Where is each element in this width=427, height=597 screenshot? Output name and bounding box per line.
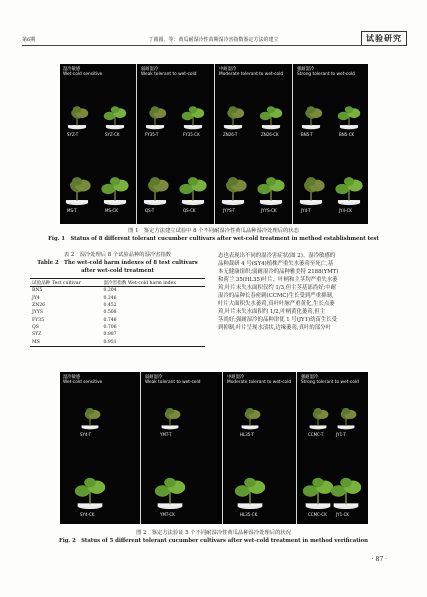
group-tag-cn: 弱耐湿冷 — [145, 375, 163, 380]
seedling-image — [335, 102, 363, 134]
cultivar-cell: FY35 — [32, 317, 45, 323]
group-tag-cn: 中耐湿冷 — [219, 67, 237, 72]
sample-label: SY4-CK — [80, 512, 95, 517]
group-tag-cn: 湿冷敏感 — [63, 67, 81, 72]
sample-label: HL35-T — [240, 432, 254, 437]
seedling-image — [98, 172, 132, 210]
text-line: 态也表现出不同的湿冷害症状(图 2)。湿冷敏感的 — [218, 253, 336, 259]
sample-label: QS-T — [145, 208, 155, 213]
sample-label: ZN26-T — [223, 132, 238, 137]
seedling-image — [157, 404, 183, 434]
seedling-image — [332, 172, 366, 210]
group-tag-cn: 中耐湿冷 — [227, 375, 245, 380]
table-row — [30, 309, 205, 316]
cultivar-cell: SYZ — [32, 332, 42, 338]
group-tag-en: Moderate tolerant to wet-cold — [219, 72, 284, 78]
sample-label: SYZ-CK — [105, 132, 120, 137]
seedling-image — [254, 172, 288, 210]
index-cell: 0.706 — [103, 324, 117, 330]
seedling-image — [77, 404, 103, 434]
sample-label: MS-CK — [105, 208, 118, 213]
seedling-image — [71, 472, 109, 514]
journal-section-logo: 试验研究 — [361, 31, 407, 46]
column-header: 湿冷害指数 Wet-cold harm index — [103, 280, 176, 286]
seedling-image — [231, 472, 269, 514]
figure1-caption-cn: 图 1 鉴定方法建立试验中 8 个不同耐湿冷性黄瓜品种湿冷处理后的状态 — [128, 228, 299, 234]
seedling-image — [333, 404, 359, 434]
text-line: 到抑制,叶片呈现水渍状,边缘萎蔫,真叶的部分叶 — [218, 325, 331, 331]
sample-label: BN5-T — [301, 132, 313, 137]
group-tag-cn: 强耐湿冷 — [301, 375, 319, 380]
group-tag-cn: 弱耐湿冷 — [141, 67, 159, 72]
table-row — [30, 324, 205, 331]
seedling-image — [151, 472, 189, 514]
issue-number: 第6期 — [22, 37, 36, 43]
table-row — [30, 331, 205, 338]
text-line: 湿冷的品种长春密刺(CCMC)生长受到严重抑制, — [218, 293, 334, 299]
running-title: 丁圆圆，等：黄瓜耐湿冷性苗期湿冷害指数鉴定方法的建立 — [148, 37, 279, 43]
index-cell: 0.951 — [103, 339, 117, 345]
sample-label: FY35-T — [145, 132, 159, 137]
index-cell: 0.987 — [103, 332, 117, 338]
page-number: · 87 · — [371, 556, 387, 563]
table-row — [30, 316, 205, 323]
seedling-image — [219, 102, 247, 134]
sample-label: MS-T — [67, 208, 77, 213]
figure1-photo — [60, 64, 368, 224]
figure2-photo — [60, 372, 368, 524]
seedling-image — [237, 404, 263, 434]
band-separator — [296, 372, 297, 524]
index-cell: 0.204 — [103, 288, 117, 294]
cultivar-cell: QS — [32, 324, 39, 330]
seedling-image — [305, 404, 331, 434]
sample-label: SY4-T — [80, 432, 92, 437]
seedling-image — [327, 472, 365, 514]
table2-caption-cn: 表 2 湿冷处理后 8 个试验品种的湿冷害指数 — [63, 252, 172, 258]
seedling-image — [176, 172, 210, 210]
cultivar-cell: ZN26 — [32, 303, 46, 309]
index-cell: 0.246 — [103, 295, 117, 301]
cultivar-cell: BN5 — [32, 288, 43, 294]
text-line: 和荷兰 35(HL35)叶片、叶柄和主茎均严重失水萎 — [218, 277, 338, 283]
table2-caption-en-cont: after wet-cold treatment — [81, 268, 154, 274]
sample-label: JY1-T — [336, 432, 346, 437]
sample-label: CCMC-T — [308, 432, 324, 437]
text-line: 蔫,叶片未失水面积约 1/2,叶柄黄化萎蔫,但主 — [218, 309, 326, 315]
text-line: 叶片大面积失水萎蔫,真叶叶脉严重黄化,生长点萎 — [218, 301, 335, 307]
figure1-caption-en: Fig. 1 Status of 8 different tolerant cucumber cultivars after wet-cold treatment in method establishment test — [48, 236, 379, 242]
cultivar-cell: MS — [32, 339, 40, 345]
cultivar-cell: JYYS — [32, 310, 44, 316]
figure2-caption-cn: 图 2 鉴定方法验证 5 个不同耐湿冷性黄瓜品种湿冷处理后的状况 — [136, 530, 291, 536]
index-cell: 0.508 — [103, 310, 117, 316]
seedling-image — [216, 172, 250, 210]
band-separator — [222, 372, 223, 524]
sample-label: ZN26-CK — [261, 132, 279, 137]
seedling-image — [294, 172, 328, 210]
figure2-caption-en: Fig. 2 Status of 5 different tolerant cucumber cultivars after wet-cold treatment in method verification — [58, 538, 369, 544]
sample-label: JYYS-CK — [261, 208, 277, 213]
sample-label: CCMC-CK — [308, 512, 327, 517]
index-cell: 0.748 — [103, 317, 117, 323]
group-tag-en: Moderate tolerant to wet-cold — [227, 380, 292, 386]
sample-label: JY4-CK — [339, 208, 353, 213]
group-tag-en: Wet-cold sensitive — [63, 380, 103, 386]
group-tag-en: Strong tolerant to wet-cold — [297, 72, 355, 78]
group-tag-en: Weak tolerant to wet-cold — [141, 72, 197, 78]
text-line: 品种裁研 4 号(SY4)植株严重失水萎蔫至死亡,基 — [218, 261, 334, 267]
seedling-image — [297, 102, 325, 134]
seedling-image — [60, 172, 94, 210]
table-row — [30, 302, 205, 309]
seedling-image — [141, 102, 169, 134]
column-header: 试验品种 Test cultivar — [32, 280, 81, 286]
seedling-image — [179, 102, 207, 134]
band-separator — [214, 64, 215, 224]
body-paragraph — [218, 252, 404, 332]
table2 — [30, 278, 205, 347]
text-line: 蔫,叶片未失水面积仅约 1/3,但主茎基部尚好;中耐 — [218, 285, 337, 291]
sample-label: JY1-CK — [336, 512, 350, 517]
group-tag-en: Weak tolerant to wet-cold — [145, 380, 201, 386]
table-row — [30, 295, 205, 302]
sample-label: JY4-T — [301, 208, 311, 213]
sample-label: SYZ-T — [67, 132, 79, 137]
seedling-image — [257, 102, 285, 134]
table-row — [30, 338, 205, 346]
band-separator — [140, 372, 141, 524]
seedling-image — [63, 102, 91, 134]
index-cell: 0.452 — [103, 303, 117, 309]
group-tag-cn: 湿冷敏感 — [63, 375, 81, 380]
band-separator — [292, 64, 293, 224]
text-line: 茎尚好;强耐湿冷的品种津优 1 号(JY1)幼苗生长受 — [218, 317, 338, 323]
sample-label: BN5-CK — [339, 132, 355, 137]
sample-label: YMT-T — [160, 432, 172, 437]
sample-label: FY35-CK — [183, 132, 200, 137]
table-row — [30, 287, 205, 295]
sample-label: JYYS-T — [223, 208, 236, 213]
header-rule — [22, 45, 407, 46]
text-line: 本无健康组织;弱耐湿冷的品种雅美特 2188(YMT) — [218, 269, 339, 275]
sample-label: QS-CK — [183, 208, 196, 213]
cultivar-cell: JY4 — [32, 295, 40, 301]
sample-label: HL35-CK — [240, 512, 258, 517]
band-separator — [136, 64, 137, 224]
table-header-row — [30, 279, 205, 287]
sample-label: YMT-CK — [160, 512, 175, 517]
group-tag-en: Wet-cold sensitive — [63, 72, 103, 78]
seedling-image — [138, 172, 172, 210]
group-tag-cn: 强耐湿冷 — [297, 67, 315, 72]
table2-caption-en: Table 2 The wet-cold harm indexes of 8 test cultivars — [37, 260, 198, 266]
group-tag-en: Strong tolerant to wet-cold — [301, 380, 359, 386]
seedling-image — [101, 102, 129, 134]
